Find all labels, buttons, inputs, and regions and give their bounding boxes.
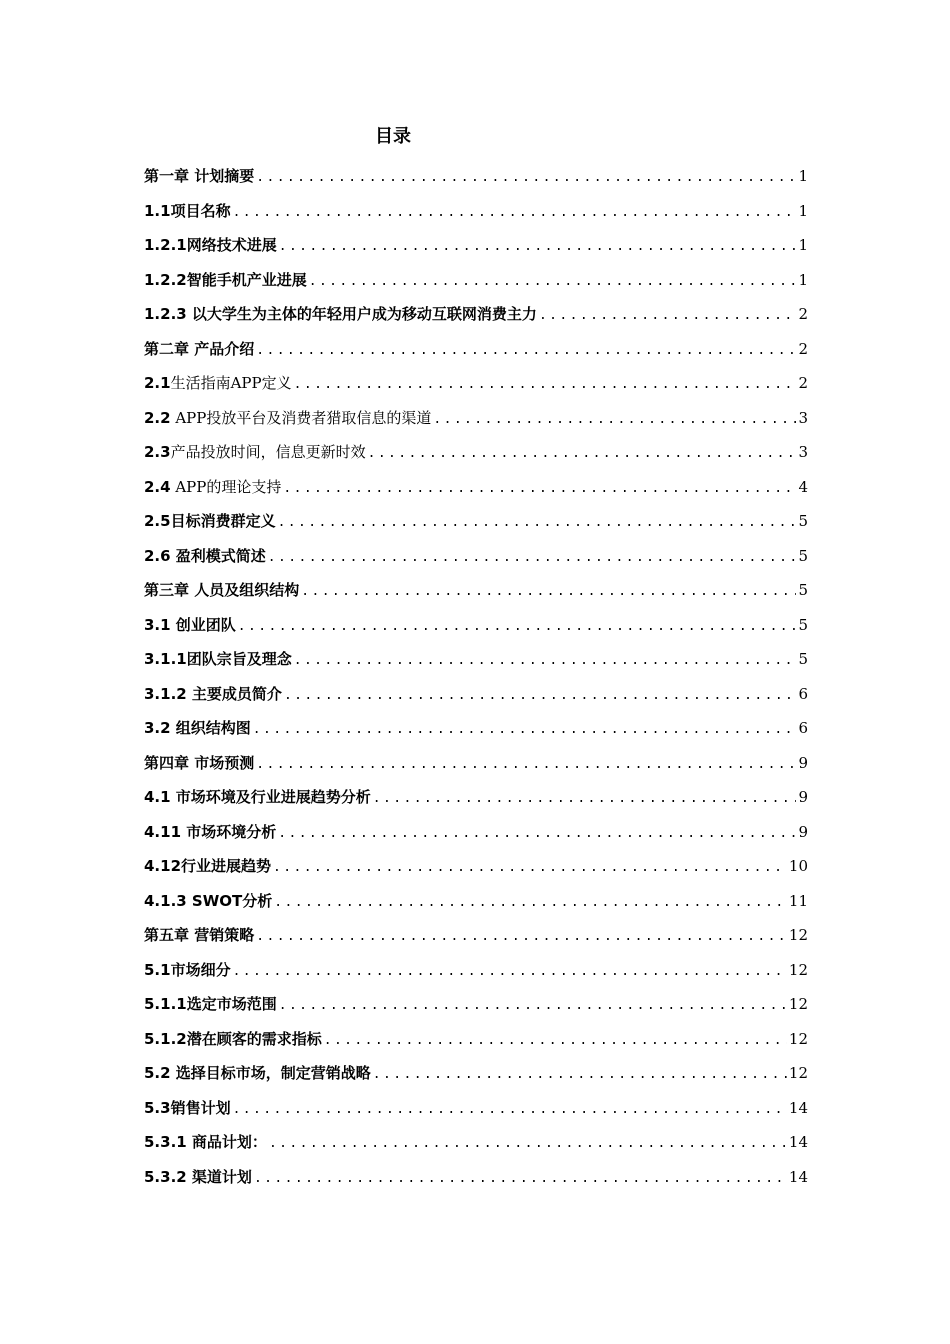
dot-leader [253,719,797,741]
toc-entry-page-number: 5 [798,615,808,634]
dot-leader [278,823,796,845]
dot-leader [256,754,796,776]
toc-entry-label: 5.3.1 商品计划： [144,1133,267,1151]
dot-leader [269,1133,787,1155]
toc-entry-label: 5.3销售计划 [144,1098,231,1117]
toc-entry[interactable] [144,579,808,614]
dot-leader [301,581,796,603]
dot-leader [256,340,796,362]
toc-entry-page-number: 1 [798,270,808,289]
dot-leader [309,271,797,293]
toc-entry-label: 第一章 计划摘要 [144,167,255,185]
toc-entry-page-number: 12 [788,1029,808,1048]
toc-entry-page-number: 14 [788,1167,808,1186]
toc-entry[interactable] [144,1131,808,1166]
toc-entry-label: 1.2.3 以大学生为主体的年轻用户成为移动互联网消费主力 [144,305,537,323]
toc-entry-number: 2.3 [144,443,171,461]
dot-leader [233,202,797,224]
dot-leader [294,374,797,396]
toc-entry-label: 3.1.1团队宗旨及理念 [144,650,292,668]
dot-leader [539,305,797,327]
toc-entry[interactable] [144,441,808,476]
dot-leader [268,547,797,569]
toc-entry-page-number: 2 [798,305,808,323]
toc-entry-page-number: 5 [798,650,808,668]
toc-entry[interactable] [144,683,808,718]
toc-entry[interactable] [144,717,808,752]
toc-entry-label: 4.11 市场环境分析 [144,822,277,841]
toc-entry[interactable] [144,890,808,925]
toc-entry[interactable] [144,1097,808,1132]
toc-entry-label: 4.1 市场环境及行业进展趋势分析 [144,788,371,806]
toc-entry-label: 第五章 营销策略 [144,926,255,944]
toc-entry[interactable] [144,1062,808,1097]
dot-leader [284,685,797,707]
toc-entry-label: 5.2 选择目标市场，制定营销战略 [144,1064,371,1082]
toc-entry-page-number: 4 [798,477,808,496]
toc-entry-label: 5.1市场细分 [144,960,231,979]
toc-entry-number: 2.2 [144,408,171,427]
toc-entry[interactable] [144,269,808,304]
toc-entry[interactable] [144,1028,808,1063]
dot-leader [294,650,797,672]
dot-leader [233,1099,787,1121]
toc-entry-page-number: 3 [798,443,808,461]
toc-entry[interactable] [144,786,808,821]
toc-entry-page-number: 12 [788,995,808,1013]
toc-entry[interactable] [144,924,808,959]
toc-entry-page-number: 3 [798,408,808,427]
toc-entry-label: 1.2.1网络技术进展 [144,236,277,254]
dot-leader [279,236,797,258]
toc-entry-label: 1.2.2智能手机产业进展 [144,270,307,289]
toc-entry-label [144,441,366,463]
toc-entry[interactable] [144,545,808,580]
dot-leader [373,1064,787,1086]
dot-leader [256,167,796,189]
dot-leader [256,926,787,948]
toc-entry-text: 产品投放时间，信息更新时效 [170,443,366,461]
toc-entry-label: 2.5目标消费群定义 [144,512,276,530]
toc-entry[interactable] [144,821,808,856]
toc-entry-label: 4.1.3 SWOT分析 [144,891,273,910]
dot-leader [283,478,796,500]
toc-entry-page-number: 10 [788,857,808,875]
toc-entry-number: 2.1 [144,374,171,392]
toc-entry[interactable] [144,476,808,511]
toc-list [144,165,808,1200]
dot-leader [273,857,787,879]
dot-leader [279,995,787,1017]
toc-entry-label: 5.1.2潜在顾客的需求指标 [144,1029,322,1048]
toc-entry[interactable] [144,338,808,373]
dot-leader [324,1030,787,1052]
dot-leader [233,961,787,983]
dot-leader [274,892,787,914]
toc-entry[interactable] [144,165,808,200]
toc-entry[interactable] [144,200,808,235]
toc-entry-page-number: 14 [788,1133,808,1151]
toc-entry-page-number: 12 [788,960,808,979]
toc-entry-page-number: 1 [798,236,808,254]
toc-entry-label: 3.1 创业团队 [144,615,236,634]
dot-leader [238,616,797,638]
toc-entry-label [144,476,281,498]
toc-entry-label [144,372,292,394]
toc-entry-page-number: 9 [798,753,808,772]
toc-entry[interactable] [144,993,808,1028]
toc-entry[interactable] [144,407,808,442]
toc-entry-label: 5.3.2 渠道计划 [144,1167,252,1186]
toc-entry-label: 5.1.1选定市场范围 [144,995,277,1013]
toc-entry-page-number: 2 [798,374,808,392]
dot-leader [433,409,796,431]
toc-entry-page-number: 5 [798,546,808,565]
toc-entry-label [144,407,431,429]
toc-entry-page-number: 12 [788,1064,808,1082]
dot-leader [373,788,797,810]
toc-entry-page-number: 5 [798,512,808,530]
toc-entry[interactable] [144,1166,808,1201]
toc-entry-label: 第三章 人员及组织结构 [144,581,300,599]
toc-entry-text: APP投放平台及消费者猎取信息的渠道 [170,408,432,427]
toc-entry-label: 1.1项目名称 [144,201,231,220]
toc-entry-page-number: 9 [798,822,808,841]
toc-entry-page-number: 6 [798,684,808,703]
toc-entry-page-number: 9 [798,788,808,806]
dot-leader [278,512,797,534]
dot-leader [368,443,797,465]
toc-entry[interactable] [144,234,808,269]
toc-entry-page-number: 5 [798,581,808,599]
toc-entry[interactable] [144,614,808,649]
toc-entry[interactable] [144,372,808,407]
toc-entry[interactable] [144,648,808,683]
toc-entry[interactable] [144,510,808,545]
toc-entry-label: 4.12行业进展趋势 [144,857,272,875]
toc-entry-page-number: 12 [788,926,808,944]
toc-entry-label: 3.2 组织结构图 [144,719,251,737]
toc-entry[interactable] [144,303,808,338]
toc-entry-page-number: 14 [788,1098,808,1117]
toc-entry-text: APP的理论支持 [170,477,282,496]
toc-entry-label: 第二章 产品介绍 [144,339,255,358]
toc-entry-page-number: 2 [798,339,808,358]
toc-entry-label: 3.1.2 主要成员简介 [144,684,282,703]
toc-entry-number: 2.4 [144,477,171,496]
toc-entry[interactable] [144,855,808,890]
toc-entry-label: 第四章 市场预测 [144,753,255,772]
toc-entry-page-number: 1 [798,167,808,185]
toc-entry-page-number: 6 [798,719,808,737]
toc-entry-text: 生活指南APP定义 [170,374,292,392]
toc-entry-page-number: 11 [788,891,808,910]
toc-entry-page-number: 1 [798,201,808,220]
toc-entry[interactable] [144,959,808,994]
toc-entry-label: 2.6 盈利模式简述 [144,546,266,565]
toc-entry[interactable] [144,752,808,787]
dot-leader [254,1168,787,1190]
toc-title: 目录 [375,126,411,147]
